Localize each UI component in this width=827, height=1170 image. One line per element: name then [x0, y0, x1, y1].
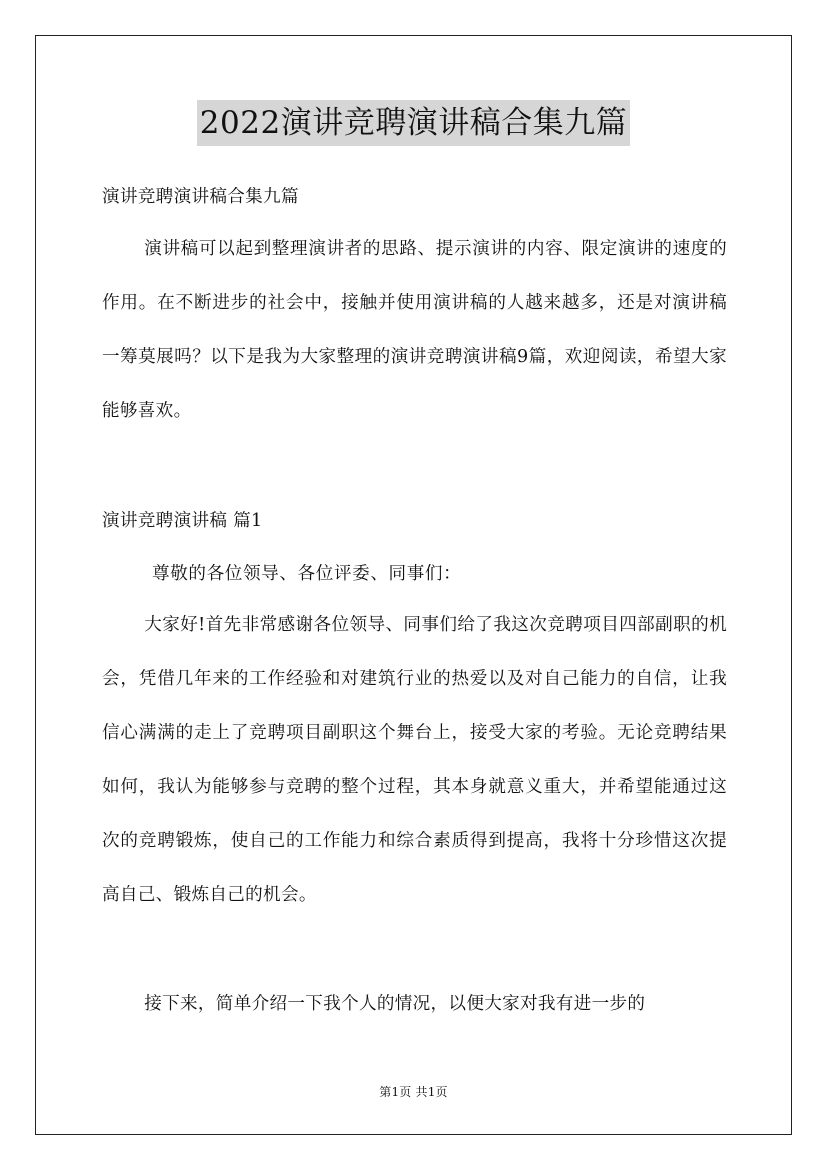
title-container	[0, 100, 827, 146]
document-title: 2022演讲竞聘演讲稿合集九篇	[197, 100, 630, 146]
page-footer: 第1页 共1页	[379, 1085, 448, 1099]
body-paragraph-continued: 接下来，简单介绍一下我个人的情况，以便大家对我有进一步的	[144, 994, 646, 1014]
greeting-line: 尊敬的各位领导、各位评委、同事们：	[152, 564, 462, 584]
intro-paragraph: 演讲稿可以起到整理演讲者的思路、提示演讲的内容、限定演讲的速度的作用。在不断进步的社会中，接触并使用演讲稿的人越来越多，还是对演讲稿一筹莫展吗？以下是我为大家整理的演讲竞聘演讲稿9篇，欢迎阅读，希望大家能够喜欢。	[102, 239, 727, 421]
body-paragraph: 大家好!首先非常感谢各位领导、同事们给了我这次竞聘项目四部副职的机会，凭借几年来的工作经验和对建筑行业的热爱以及对自己能力的自信，让我信心满满的走上了竞聘项目副职这个舞台上，接受大家的考验。无论竞聘结果如何，我认为能够参与竞聘的整个过程，其本身就意义重大，并希望能通过这次的竞聘锻炼，使自己的工作能力和综合素质得到提高，我将十分珍惜这次提高自己、锻炼自己的机会。	[102, 615, 727, 905]
section-heading: 演讲竞聘演讲稿 篇1	[102, 511, 263, 531]
document-subtitle: 演讲竞聘演讲稿合集九篇	[102, 187, 299, 207]
